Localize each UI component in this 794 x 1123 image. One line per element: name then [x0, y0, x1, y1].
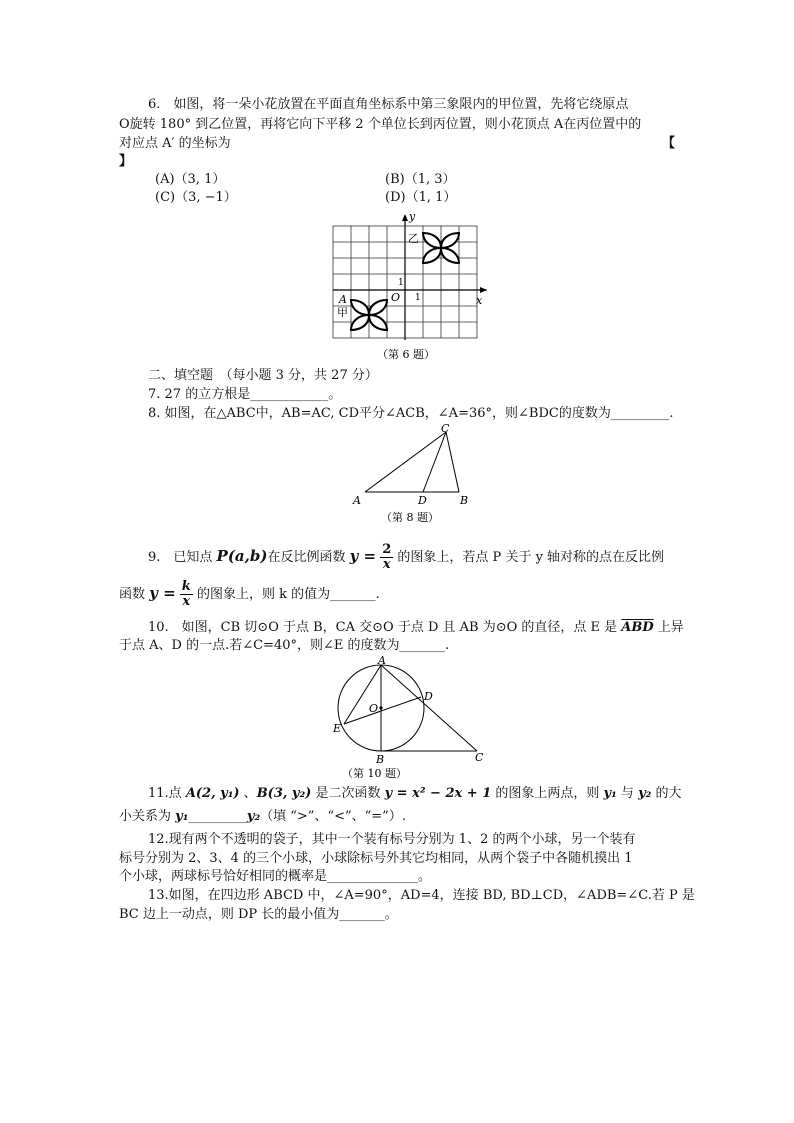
q10-line1: 10. 如图，CB 切⊙O 于点 B，CA 交⊙O 于点 D 且 AB 为⊙O 的直径，点 E 是 $\overline{ABD}$ 上异 [148, 620, 684, 635]
q12-line3: 个小球，两球标号恰好相同的概率是______________。 [119, 869, 432, 884]
q13-line2: BC 边上一动点，则 DP 长的最小值为_______。 [119, 907, 398, 922]
q11-line2: 小关系为 y₁_________y₂（填 “>”、“<”、“=”）. [119, 809, 406, 824]
q8-label-b: B [460, 494, 469, 507]
q6-option-b: (B)（1, 3） [385, 172, 456, 187]
q6-line3: 对应点 A′ 的坐标为 [119, 136, 231, 151]
q6-line1: 6. 如图，将一朵小花放置在平面直角坐标系中第三象限内的甲位置，先将它绕原点 [148, 97, 629, 112]
q9-line2: 函数 y = $\frac{k}{x}$ 的图象上，则 k 的值为_______. [119, 579, 380, 609]
q12-line1: 12.现有两个不透明的袋子，其中一个装有标号分别为 1、2 的两个小球，另一个装有 [148, 832, 636, 847]
q10-label-a: A [378, 655, 386, 667]
q6-bracket-close: 】 [119, 154, 133, 169]
q13-line1: 13.如图，在四边形 ABCD 中，∠A=90°，AD=4，连接 BD, BD⊥CD，∠ADB=∠C.若 P 是 [148, 888, 695, 903]
q6-point-a: A [339, 293, 347, 306]
q12-line2: 标号分别为 2、3、4 的三个小球，小球除标号外其它均相同，从两个袋子中各随机摸出 1 [119, 851, 633, 866]
q6-option-d: (D)（1, 1） [385, 190, 457, 205]
q6-figure [325, 208, 495, 366]
q8-caption: （第 8 题） [381, 511, 439, 524]
q6-x-label: x [476, 294, 483, 307]
q11-line1: 11.点 A(2, y₁) 、B(3, y₂) 是二次函数 y = x² − 2x + 1 的图象上两点，则 y₁ 与 y₂ 的大 [148, 786, 682, 801]
q10-label-e: E [333, 722, 342, 735]
q10-label-o: O [369, 702, 379, 715]
q10-label-b: B [376, 753, 385, 766]
q6-caption: （第 6 题） [377, 348, 435, 361]
q10-figure [325, 655, 500, 783]
q6-y-label: y [409, 210, 416, 223]
q7-text: 7. 27 的立方根是____________。 [148, 387, 342, 402]
q10-line2: 于点 A、D 的一点.若∠C=40°，则∠E 的度数为_______. [119, 638, 450, 653]
q6-yi-label: 乙 [408, 232, 419, 245]
q8-label-d: D [418, 494, 427, 507]
q6-option-a: (A)（3, 1） [155, 172, 226, 187]
q6-one-y: 1 [398, 278, 404, 288]
q8-label-c: C [441, 422, 450, 435]
q6-origin-label: O [391, 291, 401, 304]
q6-bracket-open: 【 [662, 136, 676, 151]
section2-heading: 二、填空题 （每小题 3 分，共 27 分） [148, 368, 378, 383]
q10-label-d: D [424, 690, 433, 703]
q10-label-c: C [475, 751, 484, 764]
q6-one-x: 1 [415, 293, 421, 303]
q8-label-a: A [353, 494, 361, 507]
q8-figure [345, 420, 480, 528]
q6-line2: O旋转 180° 到乙位置，再将它向下平移 2 个单位长到丙位置，则小花顶点 A在丙位置中的 [119, 117, 642, 132]
q10-caption: （第 10 题） [342, 767, 407, 780]
q6-jia-label: 甲 [337, 306, 348, 319]
q6-option-c: (C)（3, −1） [155, 190, 237, 205]
q8-text: 8. 如图，在△ABC中，AB=AC, CD平分∠ACB，∠A=36°，则∠BDC的度数为_________. [148, 406, 674, 421]
q9-line1: 9. 已知点 P(a,b)在反比例函数 y = $\frac{2}{x}$ 的图象上，若点 P 关于 y 轴对称的点在反比例 [148, 542, 665, 572]
